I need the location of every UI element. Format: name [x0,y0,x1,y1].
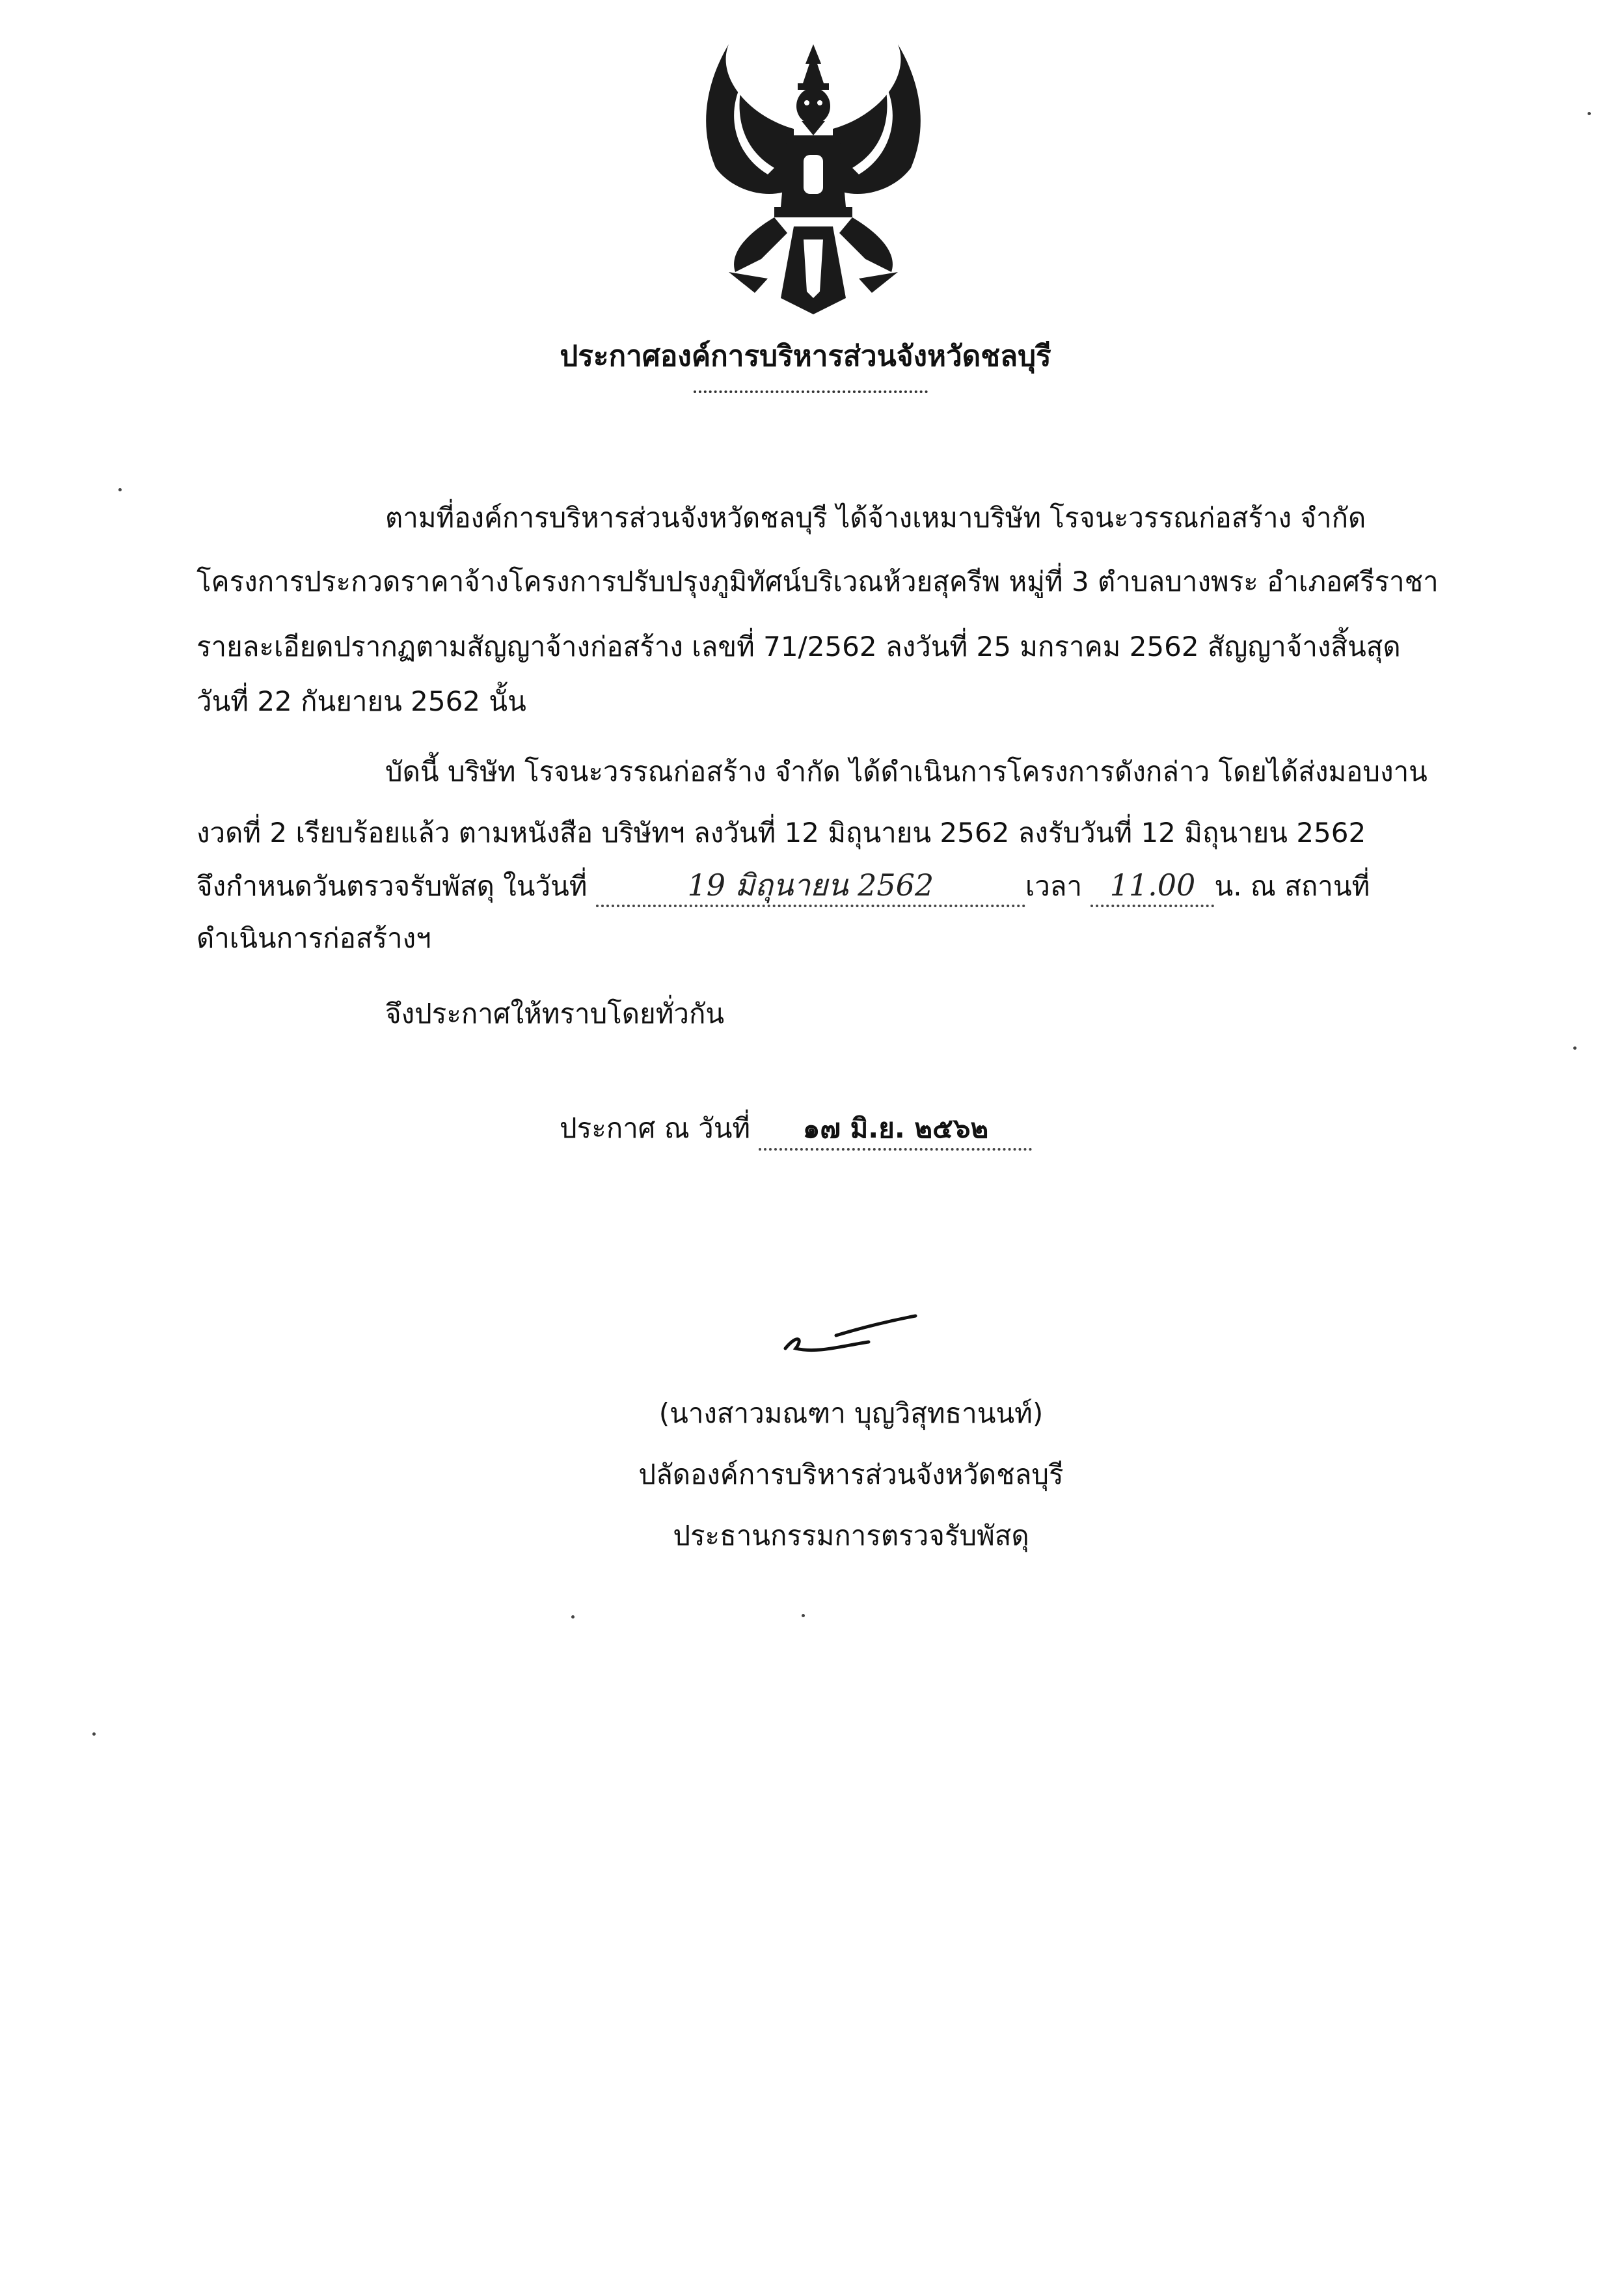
paragraph-2-line-1: บัดนี้ บริษัท โรจนะวรรณก่อสร้าง จำกัด ได้ดำเนินการโครงการดังกล่าว โดยได้ส่งมอบงาน [385,756,1428,787]
announce-date-stamp: ๑๗ มิ.ย. ๒๕๖๒ [759,1109,1032,1151]
announce-date-line [560,1109,1032,1151]
inspection-time-handwritten: 11.00 [1090,866,1214,907]
scan-speck [1573,1046,1577,1050]
garuda-emblem-icon [690,38,937,318]
paragraph-2-line-2: งวดที่ 2 เรียบร้อยแล้ว ตามหนังสือ บริษัทฯ ลงวันที่ 12 มิถุนายน 2562 ลงรับวันที่ 12 มิถุนายน 2562 [196,817,1366,849]
location-suffix: น. ณ สถานที่ [1214,870,1370,902]
paragraph-2-line-3 [196,866,1370,907]
signer-name: (นางสาวมณฑา บุญวิสุทธานนท์) [658,1397,1044,1429]
inspection-date-prefix: จึงกำหนดวันตรวจรับพัสดุ ในวันที่ [196,870,588,902]
scan-speck [1588,112,1591,115]
paragraph-3: จึงประกาศให้ทราบโดยทั่วกัน [385,998,725,1030]
signer-position: ปลัดองค์การบริหารส่วนจังหวัดชลบุรี [638,1458,1064,1490]
paragraph-2-line-4: ดำเนินการก่อสร้างฯ [196,922,431,954]
scan-speck [118,488,122,491]
scan-speck [802,1614,805,1617]
announce-date-label: ประกาศ ณ วันที่ [560,1112,751,1144]
paragraph-1-line-1: ตามที่องค์การบริหารส่วนจังหวัดชลบุรี ได้จ้างเหมาบริษัท โรจนะวรรณก่อสร้าง จำกัด [385,502,1366,534]
scan-speck [571,1615,575,1619]
scan-speck [92,1732,96,1736]
page-title: ประกาศองค์การบริหารส่วนจังหวัดชลบุรี [560,340,1051,373]
paragraph-1-line-4: วันที่ 22 กันยายน 2562 นั้น [196,685,526,717]
title-underline [694,390,928,393]
inspection-date-handwritten: 19 มิถุนายน 2562 [596,866,1025,907]
committee-position: ประธานกรรมการตรวจรับพัสดุ [673,1520,1029,1551]
paragraph-1-line-2: โครงการประกวดราคาจ้างโครงการปรับปรุงภูมิทัศน์บริเวณห้วยสุครีพ หมู่ที่ 3 ตำบลบางพระ อำเภอศรีราชา [196,566,1439,597]
handwritten-signature-icon [778,1308,921,1367]
paragraph-1-line-3: รายละเอียดปรากฏตามสัญญาจ้างก่อสร้าง เลขที่ 71/2562 ลงวันที่ 25 มกราคม 2562 สัญญาจ้างสิ้นสุด [196,631,1401,663]
time-label: เวลา [1025,870,1083,902]
